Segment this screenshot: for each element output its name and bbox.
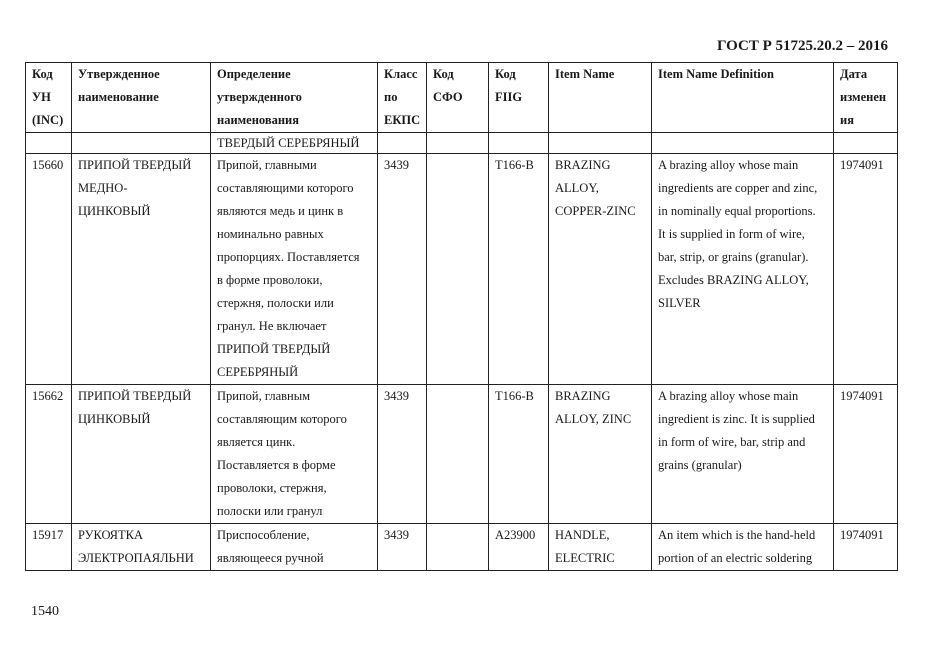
class-cell: 3439 (378, 385, 427, 524)
catalog-table (25, 62, 898, 571)
change-date-cell: 1974091 (834, 385, 898, 524)
table-cell (834, 133, 898, 154)
table-cell (652, 133, 834, 154)
sfo-code-cell (427, 154, 489, 385)
page-number: 1540 (31, 604, 59, 619)
table-cell (378, 133, 427, 154)
col-header-item-definition: Item Name Definition (652, 63, 834, 133)
definition-cell: Припой, главным составляющим которого является цинк. Поставляется в форме проволоки, стержня, полоски или гранул (211, 385, 378, 524)
change-date-cell: 1974091 (834, 154, 898, 385)
table-header-row (26, 63, 898, 133)
col-header-item-name: Item Name (549, 63, 652, 133)
approved-name-cell: ПРИПОЙ ТВЕРДЫЙ МЕДНО- ЦИНКОВЫЙ (72, 154, 211, 385)
item-definition-cell: A brazing alloy whose main ingredient is zinc. It is supplied in form of wire, bar, strip and grains (granular) (652, 385, 834, 524)
col-header-definition: Определение утвержденного наименования (211, 63, 378, 133)
table-row (26, 385, 898, 524)
approved-name-cell: ПРИПОЙ ТВЕРДЫЙ ЦИНКОВЫЙ (72, 385, 211, 524)
col-header-fiig-code: Код FIIG (489, 63, 549, 133)
inc-code-cell: 15660 (26, 154, 72, 385)
table-cell: ТВЕРДЫЙ СЕРЕБРЯНЫЙ (211, 133, 378, 154)
item-definition-cell: A brazing alloy whose main ingredients are copper and zinc, in nominally equal proportions. It is supplied in form of wire, bar, strip, or grains (granular). Excludes BRAZING ALLOY, SILVER (652, 154, 834, 385)
fiig-code-cell: A23900 (489, 524, 549, 571)
table-row (26, 524, 898, 571)
table-cell (72, 133, 211, 154)
table-cell (26, 133, 72, 154)
col-header-change-date: Дата изменен ия (834, 63, 898, 133)
inc-code-cell: 15662 (26, 385, 72, 524)
col-header-class: Класс по ЕКПС (378, 63, 427, 133)
item-name-cell: BRAZING ALLOY, COPPER-ZINC (549, 154, 652, 385)
table-row (26, 154, 898, 385)
continuation-row (26, 133, 898, 154)
item-name-cell: HANDLE, ELECTRIC (549, 524, 652, 571)
class-cell: 3439 (378, 524, 427, 571)
fiig-code-cell: T166-B (489, 385, 549, 524)
sfo-code-cell (427, 524, 489, 571)
definition-cell: Приспособление, являющееся ручной (211, 524, 378, 571)
definition-cell: Припой, главными составляющими которого являются медь и цинк в номинально равных пропорциях. Поставляется в форме проволоки, стержня, полоски или гранул. Не включает ПРИПОЙ ТВЕРДЫЙ СЕРЕБРЯНЫЙ (211, 154, 378, 385)
table-cell (549, 133, 652, 154)
item-name-cell: BRAZING ALLOY, ZINC (549, 385, 652, 524)
inc-code-cell: 15917 (26, 524, 72, 571)
table-cell (427, 133, 489, 154)
class-cell: 3439 (378, 154, 427, 385)
sfo-code-cell (427, 385, 489, 524)
fiig-code-cell: T166-B (489, 154, 549, 385)
col-header-sfo-code: Код СФО (427, 63, 489, 133)
col-header-inc-code: Код УН (INC) (26, 63, 72, 133)
table-cell (489, 133, 549, 154)
item-definition-cell: An item which is the hand-held portion of an electric soldering (652, 524, 834, 571)
col-header-approved-name: Утвержденное наименование (72, 63, 211, 133)
approved-name-cell: РУКОЯТКА ЭЛЕКТРОПАЯЛЬНИ (72, 524, 211, 571)
document-header: ГОСТ Р 51725.20.2 – 2016 (716, 38, 888, 54)
change-date-cell: 1974091 (834, 524, 898, 571)
